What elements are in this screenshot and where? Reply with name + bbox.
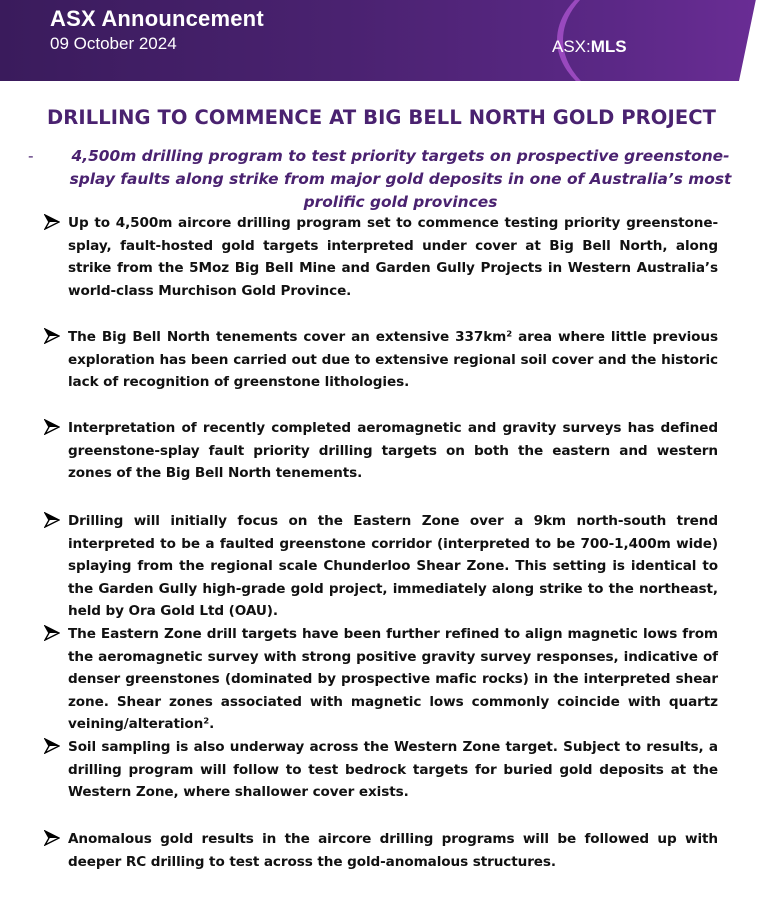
list-item <box>40 623 718 736</box>
announcement-date: 09 October 2024 <box>50 34 177 53</box>
arrowhead-bullet-icon <box>44 738 60 754</box>
header-title: ASX Announcement <box>50 6 264 31</box>
list-item <box>40 326 718 394</box>
arrowhead-bullet-icon <box>44 328 60 344</box>
arrowhead-bullet-icon <box>44 214 60 230</box>
ticker-code: MLS <box>590 37 627 56</box>
ticker-prefix: ASX: <box>552 37 591 56</box>
arrowhead-bullet-icon <box>44 830 60 846</box>
bullet-text: The Eastern Zone drill targets have been further refined to align magnetic lows from the aeromagnetic survey with strong positive gravity survey responses, indicative of denser greenstones (dominated by prospective mafic rocks) in the interpreted shear zone. Shear zones associated with magnetic lows commonly coincide with quartz veining/alteration². <box>68 626 718 733</box>
list-item <box>40 828 718 873</box>
bullet-text: Interpretation of recently completed aeromagnetic and gravity surveys has defined greenstone-splay fault priority drilling targets on both the eastern and western zones of the Big Bell North tenements. <box>68 420 718 482</box>
arrowhead-bullet-icon <box>44 419 60 435</box>
asx-ticker <box>552 37 627 57</box>
list-item <box>40 736 718 804</box>
bullet-text: Drilling will initially focus on the Eastern Zone over a 9km north-south trend interpreted to be a faulted greenstone corridor (interpreted to be 700-1,400m wide) splaying from the regional scale Chunderloo Shear Zone. This setting is identical to the Garden Gully high-grade gold project, immediately along strike to the northeast, held by Ora Gold Ltd (OAU). <box>68 513 718 620</box>
arrowhead-bullet-icon <box>44 625 60 641</box>
subheadline-text: 4,500m drilling program to test priority targets on prospective greenstone-splay faults along strike from major gold deposits in one of Australia’s most prolific gold provinces <box>69 147 732 211</box>
subheadline-dash: - <box>28 147 34 165</box>
list-item <box>40 212 718 302</box>
list-item <box>40 510 718 623</box>
subheadline <box>28 145 748 214</box>
bullet-text: Soil sampling is also underway across the Western Zone target. Subject to results, a drilling program will follow to test bedrock targets for buried gold deposits at the Western Zone, where shallower cover exists. <box>68 739 718 801</box>
announcement-header <box>0 0 763 81</box>
page-title: DRILLING TO COMMENCE AT BIG BELL NORTH GOLD PROJECT <box>46 106 717 129</box>
list-item <box>40 417 718 485</box>
bullet-text: Up to 4,500m aircore drilling program set to commence testing priority greenstone-splay, fault-hosted gold targets interpreted under cover at Big Bell North, along strike from the 5Moz Big Bell Mine and Garden Gully Projects in Western Australia’s world-class Murchison Gold Province. <box>68 215 718 299</box>
bullet-text: The Big Bell North tenements cover an extensive 337km² area where little previous exploration has been carried out due to extensive regional soil cover and the historic lack of recognition of greenstone lithologies. <box>68 329 718 391</box>
arrowhead-bullet-icon <box>44 512 60 528</box>
bullet-text: Anomalous gold results in the aircore drilling programs will be followed up with deeper RC drilling to test across the gold-anomalous structures. <box>68 831 718 870</box>
